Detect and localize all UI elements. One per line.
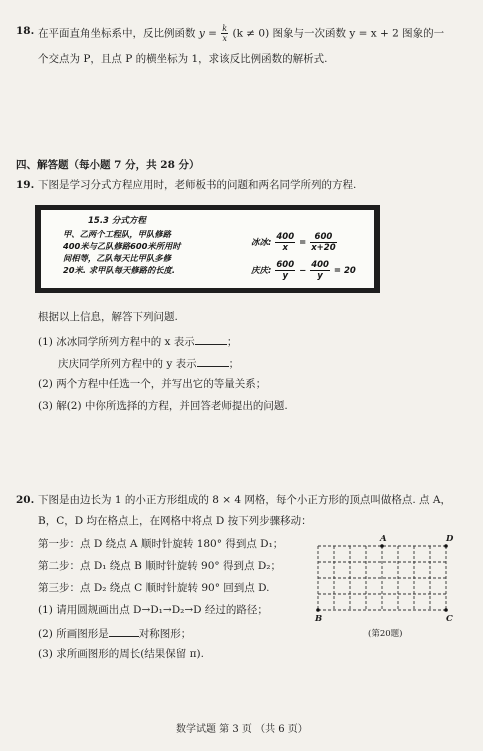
q19-s1-right-num: 600 [310,232,336,243]
q19-part1b-end: ； [228,358,240,370]
section-heading [16,158,200,172]
q20-step2: 第二步：点 D₁ 绕点 B 顺时针旋转 90° 得到点 D₂； [38,560,281,572]
q19-intro: 下图是学习分式方程应用时，老师板书的问题和两名同学所列的方程. [38,179,357,191]
q19-blackboard [35,205,380,293]
q19-part1a [38,333,237,349]
q20-point-c [444,608,448,612]
q19-student1-label: 冰冰: [251,238,272,248]
q18-line1-b: 图象与一次函数 y = x + 2 图象的一 [272,27,445,40]
q19-part1b [58,355,239,371]
q20-caption: (第20题) [368,629,403,639]
q19-part1b-text: 庆庆同学所列方程中的 y 表示 [58,358,197,370]
q18-frac-num: k [222,24,228,33]
q20-point-d [444,544,448,548]
q20-label-b: B [315,614,323,624]
q19-board-title: 15.3 分式方程 [88,216,146,226]
q19-board-line-1: 甲、乙两个工程队，甲队修路 [63,229,171,239]
q20-label-a: A [380,534,387,544]
q20-part2-end: 对称图形； [138,628,192,640]
q20-grid-figure [316,544,452,612]
q19-s2-rhs: = 20 [333,266,356,276]
q20-part2 [38,625,191,641]
q19-s2-a-frac [275,260,295,281]
q20-part1: (1) 请用圆规画出点 D→D₁→D₂→D 经过的路径； [38,604,268,616]
q19-follow: 根据以上信息，解答下列问题. [38,311,178,323]
q20-point-b [316,608,320,612]
page-footer: 数学试题 第 3 页 （共 6 页） [176,724,308,735]
q20-part3: (3) 求所画图形的周长(结果保留 π). [38,648,204,660]
q18-number: 18. [16,25,35,37]
q19-part1a-blank[interactable] [195,333,227,345]
q19-s1-left-den: x [282,243,288,253]
q19-board-line-3: 间相等，乙队每天比甲队多修 [63,253,171,263]
q20-grid-lines [318,546,446,610]
q18-line1-a: 在平面直角坐标系中，反比例函数 [38,27,196,40]
q20-point-a [380,544,384,548]
q19-s2-a-num: 600 [276,260,295,270]
q20-part2-blank[interactable] [109,625,139,637]
q19-student2-label: 庆庆: [251,266,272,276]
q19-part1b-blank[interactable] [197,355,229,367]
q19-board-content [41,210,374,288]
q19-number: 19. [16,179,35,191]
q20-label-d: D [446,534,454,544]
q19-s2-b-den: y [317,271,323,281]
q19-s1-right-frac [310,232,336,253]
q19-s2-minus: − [299,266,307,276]
q19-s2-b-frac [310,260,330,281]
q19-s1-equals: = [299,238,307,248]
q19-board-line-4: 20米. 求甲队每天修路的长度. [63,265,176,275]
q18-condition: (k ≠ 0) [232,27,270,40]
q19-student1-equation [251,232,338,253]
q20-step1: 第一步：点 D 绕点 A 顺时针旋转 180° 得到点 D₁； [38,538,284,550]
q19-s1-left-num: 400 [276,232,295,242]
q19-s1-left-frac [275,232,295,253]
q19-s2-b-num: 400 [311,260,329,270]
section-heading-note: （每小题 7 分，共 28 分） [68,159,200,171]
q19-part2: (2) 两个方程中任选一个，并写出它的等量关系； [38,378,267,390]
q18-frac-den: x [222,34,227,43]
q18-line1 [38,24,444,43]
q18-line2: 个交点为 P，且点 P 的横坐标为 1，求该反比例函数的解析式. [38,53,328,65]
q20-line2: B，C，D 均在格点上，在网格中将点 D 按下列步骤移动： [38,515,312,527]
q19-board-line-2: 400米与乙队修路600米所用时 [63,241,181,251]
q19-part3: (3) 解(2) 中你所选择的方程，并回答老师提出的问题. [38,400,288,412]
q20-number: 20. [16,494,35,506]
q20-line1: 下图是由边长为 1 的小正方形组成的 8 × 4 网格，每个小正方形的顶点叫做格点. 点 A， [38,494,451,506]
q19-s1-right-den: x+20 [311,243,336,253]
q20-part2-text: (2) 所画图形是 [38,628,109,640]
q19-student2-equation [251,260,356,281]
q18-func-lhs: y = [198,27,217,40]
section-heading-title: 四、解答题 [16,159,69,171]
q19-s2-a-den: y [282,271,289,281]
q18-fraction [221,24,228,43]
q19-part1a-end: ； [226,336,238,348]
q20-step3: 第三步：点 D₂ 绕点 C 顺时针旋转 90° 回到点 D. [38,582,270,594]
q20-grid-svg [316,544,452,612]
q20-label-c: C [446,614,453,624]
q19-part1a-text: (1) 冰冰同学所列方程中的 x 表示 [38,336,195,348]
